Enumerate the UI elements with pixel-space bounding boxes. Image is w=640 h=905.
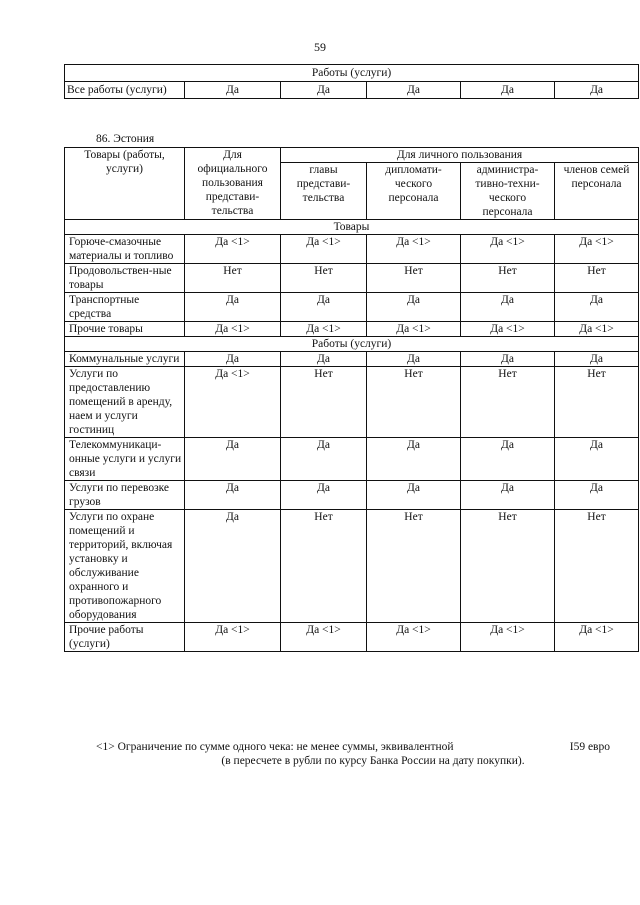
cell-value: Нет: [281, 510, 367, 623]
table-row: [65, 438, 639, 481]
cell-value: Да: [367, 438, 461, 481]
cell-value: Да: [281, 82, 367, 99]
cell-value: Да <1>: [185, 235, 281, 264]
section-row: [65, 337, 639, 352]
cell-value: Да: [281, 352, 367, 367]
row-label: Продовольствен-ные товары: [65, 264, 185, 293]
cell-value: Да <1>: [281, 235, 367, 264]
page-number: 59: [314, 40, 326, 54]
table-row: [65, 510, 639, 623]
cell-value: Да: [461, 481, 555, 510]
cell-value: Нет: [461, 367, 555, 438]
header-heads: главы представи-тельства: [281, 163, 367, 220]
row-label: Транспортные средства: [65, 293, 185, 322]
row-label: Телекоммуникаци-онные услуги и услуги связи: [65, 438, 185, 481]
cell-value: Да: [461, 293, 555, 322]
section-title: 86. Эстония: [96, 133, 155, 145]
cell-value: Да: [185, 352, 281, 367]
cell-value: Да: [281, 438, 367, 481]
cell-value: Да: [555, 352, 639, 367]
cell-value: Нет: [461, 264, 555, 293]
cell-value: Да: [367, 82, 461, 99]
row-label: Коммунальные услуги: [65, 352, 185, 367]
row-label: Прочие товары: [65, 322, 185, 337]
cell-value: Да <1>: [367, 623, 461, 652]
cell-value: Да: [555, 481, 639, 510]
cell-value: Нет: [555, 367, 639, 438]
cell-value: Да <1>: [555, 322, 639, 337]
cell-value: Да: [555, 293, 639, 322]
cell-value: Да: [185, 293, 281, 322]
header-admin: администра-тивно-техни-ческого персонала: [461, 163, 555, 220]
cell-value: Да <1>: [281, 322, 367, 337]
cell-value: Да: [461, 82, 555, 99]
cell-value: Нет: [367, 264, 461, 293]
header-official: Для официального пользования представи-тельства: [185, 148, 281, 220]
table-row: [65, 293, 639, 322]
cell-value: Нет: [281, 367, 367, 438]
cell-value: Да <1>: [281, 623, 367, 652]
table-row: [65, 235, 639, 264]
section-header: Товары: [65, 220, 639, 235]
cell-value: Да: [185, 510, 281, 623]
cell-value: Да <1>: [367, 322, 461, 337]
cell-value: Да: [185, 82, 281, 99]
cell-value: Да: [555, 82, 639, 99]
cell-value: Нет: [555, 510, 639, 623]
table-row: [65, 481, 639, 510]
section-header: Работы (услуги): [65, 337, 639, 352]
cell-value: Да <1>: [555, 623, 639, 652]
cell-value: Да: [367, 481, 461, 510]
row-label: Услуги по охране помещений и территорий, включая установку и обслуживание охранного и противопожарного оборудования: [65, 510, 185, 623]
cell-value: Да: [185, 438, 281, 481]
table-row: [65, 322, 639, 337]
cell-value: Да <1>: [185, 367, 281, 438]
cell-value: Да: [367, 352, 461, 367]
table-row: [65, 623, 639, 652]
cell-value: Да: [185, 481, 281, 510]
cell-value: Да <1>: [461, 235, 555, 264]
cell-value: Да: [461, 352, 555, 367]
cell-value: Да <1>: [185, 623, 281, 652]
cell-value: Да <1>: [367, 235, 461, 264]
cell-value: Нет: [281, 264, 367, 293]
header-personal: Для личного пользования: [281, 148, 639, 163]
cell-value: Да: [555, 438, 639, 481]
table-row: [65, 264, 639, 293]
cell-value: Нет: [367, 367, 461, 438]
cell-value: Нет: [185, 264, 281, 293]
cell-value: Да <1>: [185, 322, 281, 337]
main-table: [64, 147, 639, 652]
top-section-header: Работы (услуги): [65, 65, 639, 82]
footnote: [96, 740, 610, 768]
cell-value: Да: [367, 293, 461, 322]
row-label: Прочие работы (услуги): [65, 623, 185, 652]
top-table: [64, 64, 639, 99]
table-row: [65, 367, 639, 438]
row-label: Горюче-смазочные материалы и топливо: [65, 235, 185, 264]
table-row: [65, 82, 639, 99]
header-diplomatic: дипломати-ческого персонала: [367, 163, 461, 220]
footnote-amount: I59 евро: [569, 741, 610, 753]
header-goods: Товары (работы, услуги): [65, 148, 185, 220]
cell-value: Да <1>: [461, 322, 555, 337]
cell-value: Да <1>: [555, 235, 639, 264]
cell-value: Да <1>: [461, 623, 555, 652]
row-label: Услуги по предоставлению помещений в аренду, наем и услуги гостиниц: [65, 367, 185, 438]
footnote-line2: (в пересчете в рубли по курсу Банка России на дату покупки).: [221, 755, 525, 767]
cell-value: Нет: [367, 510, 461, 623]
footnote-text: <1> Ограничение по сумме одного чека: не менее суммы, эквивалентной: [96, 741, 454, 753]
row-label: Все работы (услуги): [65, 82, 185, 99]
header-family: членов семей персонала: [555, 163, 639, 220]
cell-value: Да: [281, 293, 367, 322]
cell-value: Да: [461, 438, 555, 481]
cell-value: Да: [281, 481, 367, 510]
section-row: [65, 220, 639, 235]
cell-value: Нет: [461, 510, 555, 623]
table-row: [65, 352, 639, 367]
row-label: Услуги по перевозке грузов: [65, 481, 185, 510]
cell-value: Нет: [555, 264, 639, 293]
